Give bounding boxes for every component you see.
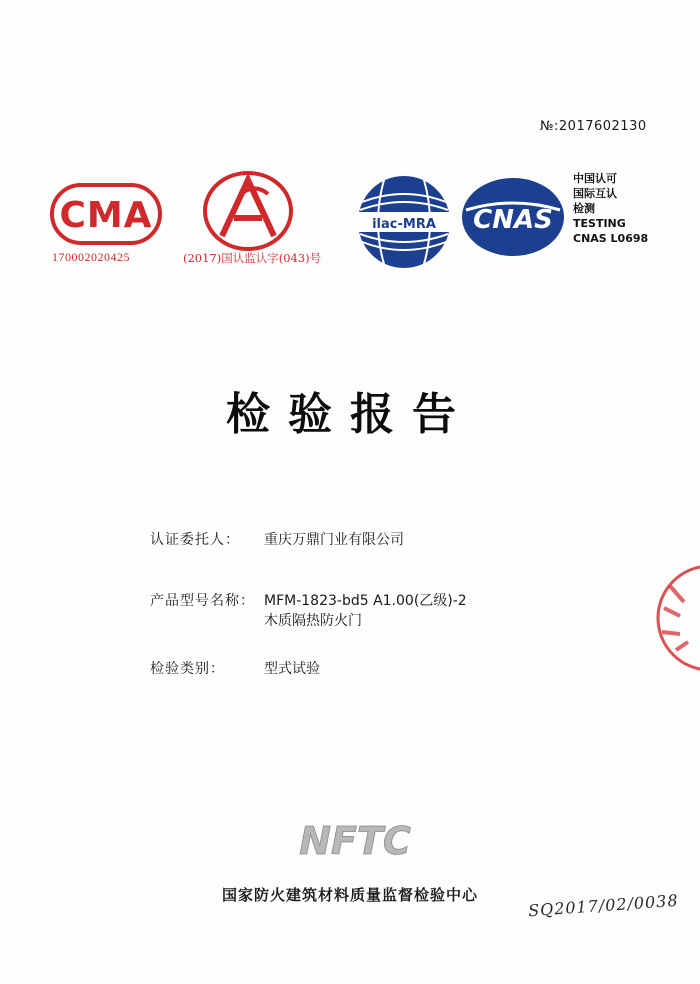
handwritten-id: SQ2017/02/0038 [527, 890, 680, 921]
model-value-line1: MFM-1823-bd5 A1.00(乙级)-2 [264, 593, 467, 609]
ilac-logo-text: ilac-MRA [372, 217, 436, 232]
cma-logo-text: CMA [59, 195, 153, 236]
ilac-mra-logo [354, 172, 454, 272]
model-label: 产品型号名称： [150, 593, 255, 609]
client-field [150, 530, 514, 550]
cma-logo [50, 183, 162, 245]
nftc-logo [283, 818, 427, 862]
cal-logo [202, 170, 294, 252]
cma-number: 170002020425 [52, 250, 130, 264]
model-value-line2: 木质隔热防火门 [264, 613, 362, 629]
model-field [150, 591, 514, 631]
cnas-caption-line: 国际互认 [573, 187, 617, 200]
report-number: №:2017602130 [540, 119, 647, 134]
cal-logo-text: CAL [202, 170, 204, 171]
cnas-logo [460, 176, 566, 258]
cnas-caption-line: CNAS L0698 [573, 232, 649, 245]
cnas-caption-line: 中国认可 [573, 172, 617, 185]
cnas-logo-text: CNAS [473, 205, 553, 235]
client-label: 认证委托人： [150, 532, 240, 548]
seal-stamp [640, 558, 700, 678]
inspection-type-field [150, 659, 514, 679]
page-title: 检验报告 [226, 389, 474, 440]
nftc-logo-text: NFTC [299, 819, 411, 862]
inspection-type-value: 型式试验 [264, 661, 320, 677]
cnas-caption-line: TESTING [573, 217, 626, 230]
cnas-caption [573, 171, 648, 246]
client-value: 重庆万鼎门业有限公司 [264, 532, 404, 548]
cnas-caption-line: 检测 [573, 202, 595, 215]
cal-number: (2017)国认监认字(043)号 [183, 251, 322, 265]
organization-name: 国家防火建筑材料质量监督检验中心 [221, 886, 478, 904]
inspection-type-label: 检验类别： [150, 661, 225, 677]
